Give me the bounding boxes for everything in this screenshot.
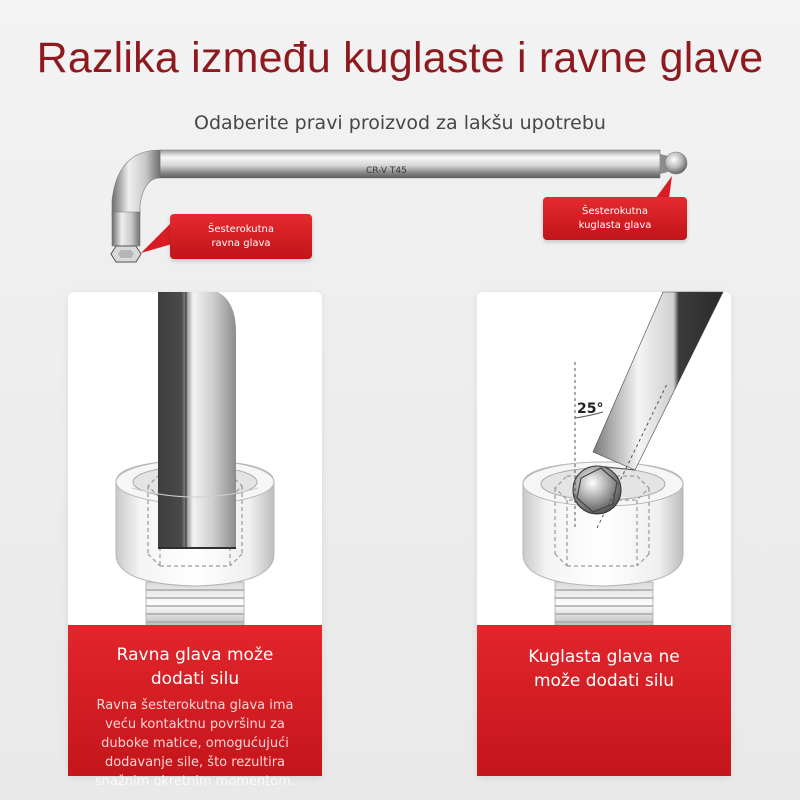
- socket-thread: [146, 582, 244, 626]
- hex-key-short-arm: [112, 212, 140, 246]
- callout-ball-head-label: Šesterokutna kuglasta glava: [578, 205, 652, 231]
- page-subtitle: Odaberite pravi proizvod za lakšu upotrebu: [194, 112, 606, 134]
- hex-key-engraving: CR-V T45: [366, 166, 407, 176]
- callout-ball-head: [543, 197, 687, 240]
- ball-head-socket-illustration: [477, 292, 731, 632]
- hex-key-long-arm: [160, 150, 660, 178]
- angle-label: 25°: [577, 401, 604, 417]
- flat-head-description: Ravna šesterokutna glava ima veću kontaktnu površinu za duboke matice, omogućujući dodavanje sile, što rezultira snažnim okretnim momentom.: [94, 698, 296, 789]
- ball-head: [573, 466, 621, 514]
- hex-key-bend: [112, 150, 160, 215]
- ball-head-shaft: [593, 292, 723, 470]
- flat-head-panel: [68, 292, 322, 789]
- page-title: Razlika između kuglaste i ravne glave: [36, 34, 764, 82]
- hex-key-ball-end: [665, 152, 687, 174]
- callout-left-pointer: [141, 222, 172, 253]
- ball-head-panel: [477, 292, 731, 776]
- hex-key-illustration: [0, 0, 800, 300]
- flat-head-shaft: [158, 292, 236, 548]
- flat-head-socket-illustration: [68, 292, 322, 632]
- callout-flat-head-label: Šesterokutna ravna glava: [207, 223, 274, 249]
- callout-flat-head: [170, 214, 312, 259]
- flat-head-heading: Ravna glava može dodati silu: [116, 645, 274, 689]
- socket-thread-right: [555, 582, 653, 626]
- ball-head-heading: Kuglasta glava ne može dodati silu: [528, 647, 680, 691]
